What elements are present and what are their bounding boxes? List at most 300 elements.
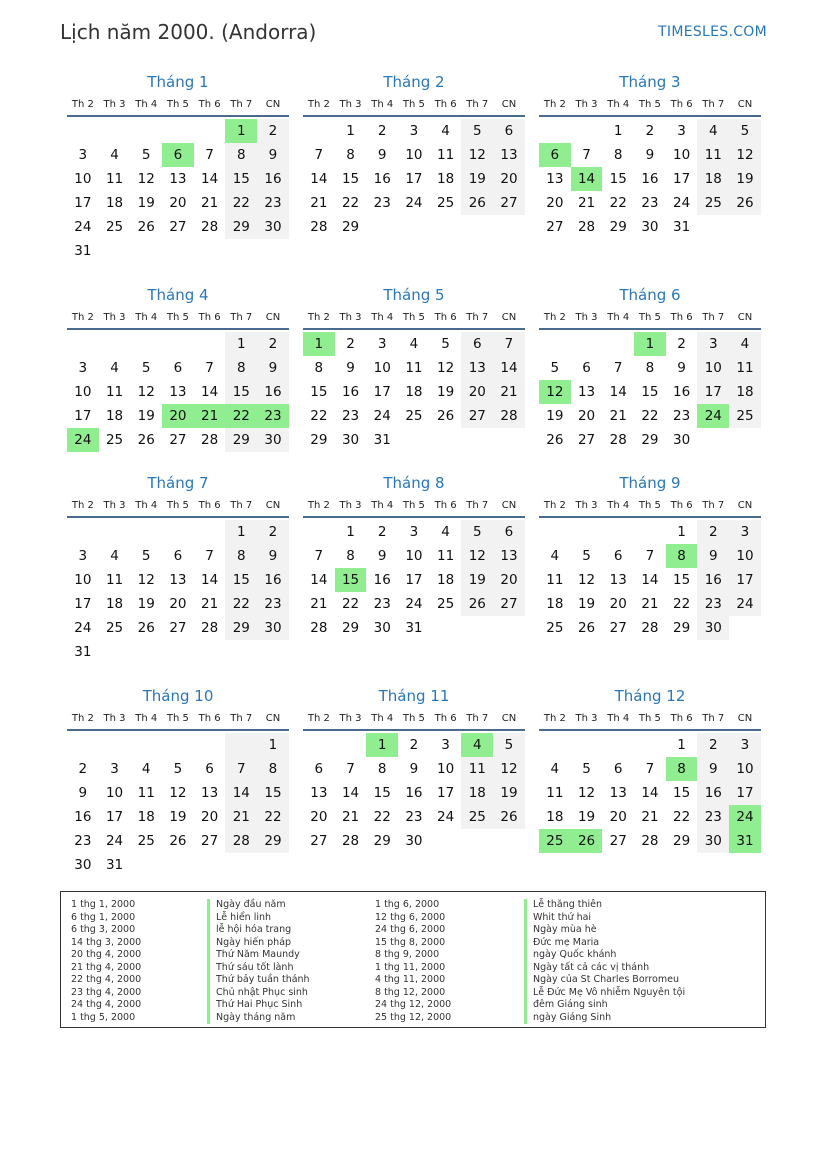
holiday-date: 20 thg 4, 2000 — [71, 949, 142, 960]
day-grid — [303, 119, 525, 239]
day-cell: 25 — [105, 432, 124, 448]
empty-cell — [539, 733, 571, 757]
weekday-label: Th 2 — [307, 712, 330, 724]
day-cell: 7 — [205, 360, 214, 376]
day-cell: 3 — [409, 123, 419, 139]
holiday-name: lễ hội hóa trang — [207, 924, 310, 937]
weekday-label: CN — [265, 311, 281, 323]
holiday-date: 24 thg 6, 2000 — [375, 924, 446, 935]
day-cell: 8 — [225, 356, 257, 380]
holiday-date: 1 thg 1, 2000 — [71, 899, 136, 910]
empty-cell — [99, 332, 131, 356]
day-cell: 6 — [493, 119, 525, 143]
day-cell: 5 — [461, 119, 493, 143]
empty-cell — [130, 733, 162, 757]
weekday-label: Th 2 — [71, 98, 94, 110]
day-cell: 4 — [110, 147, 119, 163]
holiday-day-cell: 6 — [539, 143, 571, 167]
day-cell: 10 — [673, 147, 691, 163]
day-cell: 5 — [173, 761, 183, 777]
day-grid — [539, 332, 761, 452]
day-cell: 30 — [673, 432, 691, 448]
day-cell: 26 — [577, 620, 596, 636]
month-title: Tháng 2 — [383, 73, 445, 91]
month-title: Tháng 6 — [619, 286, 681, 304]
day-cell: 1 — [257, 733, 289, 757]
day-cell: 24 — [405, 195, 423, 211]
page-title: Lịch năm 2000. (Andorra) — [60, 20, 317, 44]
day-cell: 4 — [441, 524, 450, 540]
day-cell: 9 — [257, 356, 289, 380]
day-cell: 29 — [225, 428, 257, 452]
site-logo[interactable]: TIMESLES.COM — [658, 24, 767, 40]
day-cell: 30 — [641, 219, 659, 235]
day-cell: 26 — [137, 620, 155, 636]
weekday-label: Th 5 — [638, 311, 661, 323]
holiday-name: ngày Quốc khánh — [524, 949, 685, 962]
day-cell: 7 — [346, 761, 355, 777]
day-cell: 14 — [493, 356, 525, 380]
empty-cell — [602, 733, 634, 757]
empty-cell — [194, 119, 226, 143]
day-cell: 18 — [697, 167, 729, 191]
day-cell: 4 — [110, 548, 119, 564]
day-cell: 28 — [201, 219, 219, 235]
day-cell: 3 — [78, 147, 88, 163]
weekday-label: CN — [737, 98, 753, 110]
day-cell: 27 — [493, 191, 525, 215]
holiday-date: 6 thg 1, 2000 — [71, 911, 136, 923]
weekday-label: Th 7 — [230, 499, 253, 511]
holiday-name: Ngày hiến pháp — [207, 937, 310, 950]
day-cell: 15 — [341, 171, 360, 187]
day-cell: 19 — [546, 408, 564, 424]
day-cell: 20 — [577, 408, 596, 424]
holiday-name: ngày Giáng Sinh — [524, 1012, 685, 1025]
day-cell: 6 — [314, 761, 324, 777]
day-cell: 3 — [697, 332, 729, 356]
day-cell: 29 — [373, 833, 391, 849]
weekday-label: Th 5 — [402, 499, 425, 511]
day-cell: 15 — [673, 785, 691, 801]
day-cell: 13 — [310, 785, 328, 801]
day-cell: 1 — [677, 524, 686, 540]
holiday-day-cell: 31 — [729, 829, 761, 853]
day-cell: 23 — [697, 805, 729, 829]
day-cell: 19 — [169, 809, 187, 825]
day-cell: 20 — [609, 596, 627, 612]
day-cell: 19 — [461, 568, 493, 592]
weekday-label: Th 2 — [307, 311, 330, 323]
day-cell: 9 — [409, 761, 419, 777]
day-cell: 3 — [409, 524, 419, 540]
day-cell: 9 — [697, 757, 729, 781]
day-cell: 12 — [137, 384, 155, 400]
day-cell: 20 — [201, 809, 219, 825]
day-cell: 28 — [201, 620, 219, 636]
weekday-label: Th 4 — [371, 311, 394, 323]
day-cell: 17 — [74, 195, 92, 211]
day-cell: 23 — [257, 592, 289, 616]
holiday-day-cell: 26 — [571, 829, 603, 853]
holiday-name: Lễ thăng thiên — [524, 899, 685, 912]
day-cell: 25 — [729, 404, 761, 428]
weekday-label: Th 2 — [71, 311, 94, 323]
holiday-day-cell: 4 — [461, 733, 493, 757]
weekday-label: Th 7 — [702, 712, 725, 724]
day-cell: 26 — [493, 805, 525, 829]
day-grid — [303, 332, 525, 452]
day-cell: 27 — [493, 592, 525, 616]
day-cell: 16 — [697, 781, 729, 805]
day-grid — [539, 520, 761, 640]
empty-cell — [99, 520, 131, 544]
month-title: Tháng 12 — [614, 687, 686, 705]
day-cell: 22 — [673, 596, 691, 612]
month-10 — [67, 685, 289, 877]
empty-cell — [303, 119, 335, 143]
day-cell: 16 — [373, 171, 391, 187]
holiday-name: Whit thứ hai — [524, 912, 685, 925]
day-cell: 27 — [609, 620, 627, 636]
day-cell: 13 — [609, 785, 627, 801]
holiday-day-cell: 1 — [303, 332, 335, 356]
weekday-header — [67, 306, 289, 330]
holiday-day-cell: 24 — [67, 428, 99, 452]
weekday-label: Th 2 — [307, 499, 330, 511]
day-cell: 17 — [105, 809, 124, 825]
day-cell: 22 — [225, 191, 257, 215]
day-cell: 28 — [609, 432, 627, 448]
day-cell: 25 — [437, 195, 455, 211]
weekday-label: Th 7 — [702, 311, 725, 323]
weekday-label: Th 7 — [702, 98, 725, 110]
weekday-label: Th 6 — [434, 98, 457, 110]
day-cell: 22 — [373, 809, 391, 825]
day-cell: 21 — [641, 596, 659, 612]
day-cell: 30 — [257, 428, 289, 452]
weekday-label: Th 7 — [230, 98, 253, 110]
holiday-date: 1 thg 11, 2000 — [375, 961, 446, 973]
day-cell: 13 — [493, 544, 525, 568]
day-cell: 17 — [673, 171, 691, 187]
weekday-label: Th 2 — [307, 98, 330, 110]
day-cell: 13 — [493, 143, 525, 167]
weekday-label: Th 6 — [198, 712, 221, 724]
day-cell: 11 — [729, 356, 761, 380]
day-cell: 3 — [377, 336, 387, 352]
holiday-date: 12 thg 6, 2000 — [375, 911, 446, 923]
day-cell: 5 — [582, 548, 591, 564]
day-cell: 21 — [310, 596, 328, 612]
day-cell: 17 — [405, 572, 423, 588]
empty-cell — [539, 520, 571, 544]
day-cell: 12 — [577, 785, 596, 801]
day-cell: 10 — [697, 356, 729, 380]
weekday-label: Th 7 — [466, 311, 489, 323]
weekday-header — [539, 306, 761, 330]
empty-cell — [634, 733, 666, 757]
weekday-label: Th 4 — [135, 98, 158, 110]
empty-cell — [571, 733, 603, 757]
day-cell: 21 — [310, 195, 328, 211]
month-title: Tháng 10 — [142, 687, 214, 705]
day-cell: 4 — [110, 360, 119, 376]
day-cell: 13 — [577, 384, 596, 400]
weekday-label: Th 2 — [543, 712, 566, 724]
day-cell: 7 — [645, 761, 655, 777]
weekday-label: Th 3 — [103, 499, 126, 511]
day-grid — [67, 520, 289, 664]
day-cell: 4 — [141, 761, 151, 777]
day-cell: 10 — [729, 544, 761, 568]
month-title: Tháng 4 — [147, 286, 209, 304]
day-cell: 26 — [437, 408, 455, 424]
holiday-date: 25 thg 12, 2000 — [375, 1011, 452, 1023]
month-title: Tháng 3 — [619, 73, 681, 91]
month-3 — [539, 71, 761, 239]
day-cell: 11 — [546, 785, 564, 801]
day-cell: 20 — [310, 809, 328, 825]
day-cell: 3 — [78, 360, 88, 376]
day-cell: 18 — [546, 596, 564, 612]
weekday-label: Th 4 — [607, 712, 630, 724]
holiday-day-cell: 21 — [194, 404, 226, 428]
holiday-name: Chủ nhật Phục sinh — [207, 987, 310, 1000]
month-4 — [67, 284, 289, 452]
day-cell: 29 — [341, 620, 360, 636]
day-cell: 1 — [225, 520, 257, 544]
day-cell: 8 — [225, 143, 257, 167]
day-cell: 27 — [169, 432, 187, 448]
day-cell: 6 — [461, 332, 493, 356]
day-cell: 14 — [609, 384, 627, 400]
weekday-header — [67, 93, 289, 117]
day-cell: 31 — [673, 219, 691, 235]
weekday-label: Th 3 — [575, 98, 598, 110]
day-cell: 18 — [437, 572, 455, 588]
day-cell: 2 — [377, 123, 387, 139]
day-cell: 4 — [550, 761, 560, 777]
holiday-name: Thứ Năm Maundy — [207, 949, 310, 962]
empty-cell — [539, 119, 571, 143]
empty-cell — [539, 332, 571, 356]
day-cell: 29 — [225, 616, 257, 640]
day-cell: 6 — [173, 360, 183, 376]
day-cell: 23 — [673, 408, 691, 424]
day-grid — [539, 119, 761, 239]
day-cell: 3 — [729, 733, 761, 757]
weekday-label: CN — [265, 712, 281, 724]
day-cell: 9 — [78, 785, 88, 801]
day-cell: 15 — [225, 380, 257, 404]
month-title: Tháng 1 — [147, 73, 209, 91]
day-cell: 5 — [461, 520, 493, 544]
month-11 — [303, 685, 525, 853]
month-1 — [67, 71, 289, 263]
day-cell: 4 — [441, 123, 450, 139]
day-cell: 18 — [461, 781, 493, 805]
empty-cell — [602, 520, 634, 544]
day-cell: 22 — [641, 408, 659, 424]
weekday-label: Th 6 — [434, 499, 457, 511]
weekday-label: Th 4 — [607, 98, 630, 110]
weekday-header — [303, 707, 525, 731]
day-cell: 9 — [645, 147, 655, 163]
day-cell: 24 — [729, 592, 761, 616]
holiday-name: Ngày đầu năm — [207, 899, 310, 912]
day-cell: 10 — [405, 147, 423, 163]
day-cell: 10 — [74, 171, 92, 187]
day-cell: 19 — [137, 596, 155, 612]
day-cell: 17 — [729, 568, 761, 592]
day-cell: 24 — [74, 620, 92, 636]
day-cell: 4 — [550, 548, 560, 564]
day-cell: 17 — [74, 408, 92, 424]
empty-cell — [602, 332, 634, 356]
day-cell: 30 — [257, 616, 289, 640]
day-cell: 21 — [201, 195, 219, 211]
empty-cell — [67, 119, 99, 143]
day-cell: 20 — [609, 809, 627, 825]
empty-cell — [162, 332, 194, 356]
day-cell: 22 — [257, 805, 289, 829]
day-cell: 9 — [377, 147, 387, 163]
day-cell: 25 — [437, 596, 455, 612]
day-cell: 26 — [729, 191, 761, 215]
day-cell: 14 — [310, 171, 328, 187]
day-cell: 2 — [377, 524, 387, 540]
day-cell: 16 — [74, 809, 92, 825]
day-cell: 19 — [461, 167, 493, 191]
day-cell: 7 — [225, 757, 257, 781]
holiday-day-cell: 23 — [257, 404, 289, 428]
day-cell: 29 — [641, 432, 659, 448]
weekday-header — [67, 707, 289, 731]
holiday-day-cell: 1 — [366, 733, 398, 757]
weekday-label: Th 7 — [230, 311, 253, 323]
day-cell: 11 — [105, 572, 124, 588]
weekday-label: Th 6 — [670, 311, 693, 323]
day-cell: 12 — [493, 757, 525, 781]
day-cell: 6 — [173, 548, 183, 564]
empty-cell — [571, 332, 603, 356]
weekday-label: Th 3 — [103, 712, 126, 724]
weekday-label: Th 7 — [466, 712, 489, 724]
empty-cell — [130, 520, 162, 544]
weekday-label: Th 6 — [434, 712, 457, 724]
weekday-label: Th 5 — [166, 499, 189, 511]
day-cell: 5 — [729, 119, 761, 143]
holiday-name: Lễ hiển linh — [207, 912, 310, 925]
day-cell: 14 — [310, 572, 328, 588]
month-2 — [303, 71, 525, 239]
day-cell: 27 — [169, 620, 187, 636]
day-cell: 6 — [613, 548, 623, 564]
day-cell: 20 — [169, 596, 187, 612]
day-cell: 13 — [169, 572, 187, 588]
day-cell: 15 — [673, 572, 691, 588]
weekday-label: Th 5 — [638, 712, 661, 724]
day-cell: 10 — [729, 757, 761, 781]
weekday-label: CN — [265, 499, 281, 511]
holiday-dates-left — [71, 899, 141, 1024]
day-cell: 31 — [105, 857, 124, 873]
day-cell: 17 — [405, 171, 423, 187]
day-cell: 1 — [346, 123, 355, 139]
holiday-day-cell: 24 — [729, 805, 761, 829]
day-cell: 19 — [437, 384, 455, 400]
day-cell: 9 — [677, 360, 686, 376]
day-cell: 14 — [341, 785, 360, 801]
weekday-label: Th 5 — [638, 98, 661, 110]
weekday-label: Th 5 — [402, 98, 425, 110]
day-cell: 2 — [346, 336, 355, 352]
day-cell: 21 — [577, 195, 596, 211]
day-cell: 6 — [493, 520, 525, 544]
day-cell: 29 — [257, 829, 289, 853]
day-cell: 10 — [74, 572, 92, 588]
day-cell: 20 — [169, 195, 187, 211]
holiday-date: 1 thg 6, 2000 — [375, 899, 440, 910]
holiday-date: 8 thg 12, 2000 — [375, 986, 446, 998]
day-cell: 11 — [461, 757, 493, 781]
day-cell: 8 — [257, 757, 289, 781]
weekday-label: Th 3 — [575, 311, 598, 323]
day-cell: 16 — [257, 568, 289, 592]
day-cell: 16 — [373, 572, 391, 588]
day-cell: 12 — [169, 785, 187, 801]
day-cell: 29 — [225, 215, 257, 239]
day-cell: 10 — [105, 785, 124, 801]
holiday-date: 24 thg 4, 2000 — [71, 999, 142, 1010]
holiday-date: 21 thg 4, 2000 — [71, 961, 142, 973]
month-title: Tháng 8 — [383, 474, 445, 492]
holiday-name: Ngày tháng năm — [207, 1012, 310, 1025]
day-cell: 9 — [346, 360, 355, 376]
weekday-label: Th 2 — [543, 98, 566, 110]
day-cell: 11 — [105, 384, 124, 400]
day-cell: 5 — [493, 733, 525, 757]
empty-cell — [194, 520, 226, 544]
day-cell: 11 — [437, 548, 455, 564]
day-cell: 21 — [641, 809, 659, 825]
day-cell: 9 — [377, 548, 387, 564]
day-cell: 19 — [577, 809, 596, 825]
day-cell: 19 — [729, 167, 761, 191]
day-cell: 21 — [225, 805, 257, 829]
day-cell: 1 — [677, 737, 686, 753]
day-cell: 18 — [105, 408, 124, 424]
day-cell: 14 — [201, 171, 219, 187]
empty-cell — [571, 119, 603, 143]
day-cell: 3 — [729, 520, 761, 544]
day-grid — [303, 733, 525, 853]
weekday-label: Th 7 — [230, 712, 253, 724]
weekday-header — [303, 306, 525, 330]
day-cell: 19 — [493, 781, 525, 805]
day-cell: 1 — [613, 123, 623, 139]
day-cell: 15 — [373, 785, 391, 801]
weekday-label: Th 5 — [638, 499, 661, 511]
holiday-name: Thứ bảy tuần thánh — [207, 974, 310, 987]
day-cell: 25 — [697, 191, 729, 215]
day-cell: 1 — [225, 332, 257, 356]
day-cell: 22 — [341, 596, 360, 612]
day-grid — [67, 119, 289, 263]
empty-cell — [194, 332, 226, 356]
day-cell: 21 — [493, 380, 525, 404]
